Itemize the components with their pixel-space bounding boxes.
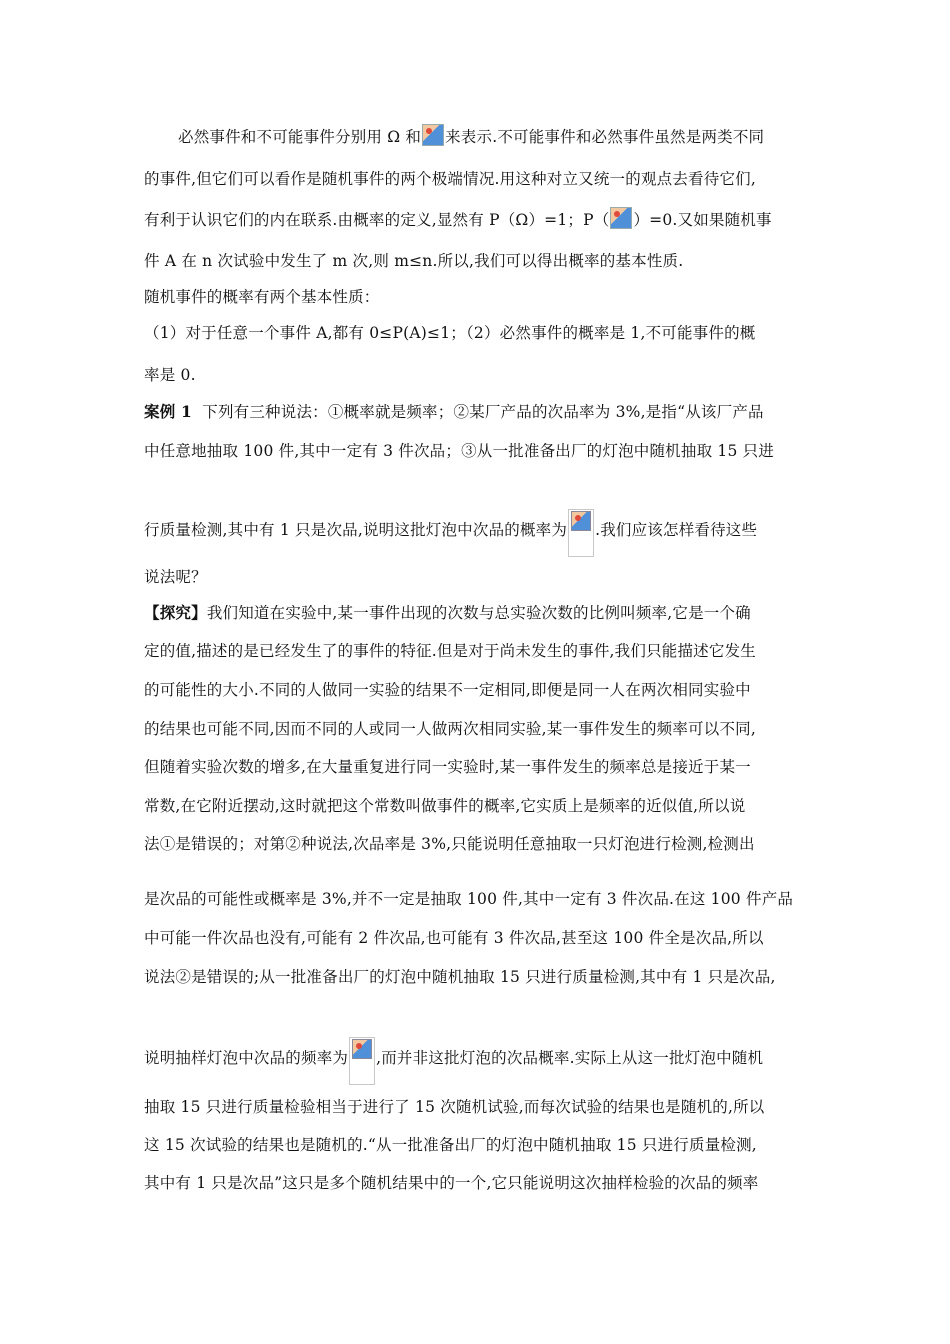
empty-set-image-icon (610, 207, 632, 229)
paragraph-line (144, 602, 814, 624)
paragraph-line (178, 124, 848, 148)
fraction-image-box (568, 509, 594, 557)
text-span: 下列有三种说法：①概率就是频率；②某厂产品的次品率为 3%,是指“从该厂产品 (202, 403, 764, 421)
paragraph-line: 中可能一件次品也没有,可能有 2 件次品,也可能有 3 件次品,甚至这 100 件全是次品,所以 (144, 929, 764, 947)
empty-set-image-icon (422, 124, 444, 146)
fraction-image-box (349, 1037, 375, 1085)
fraction-image-icon (571, 511, 591, 531)
paragraph-line: 常数,在它附近摆动,这时就把这个常数叫做事件的概率,它实质上是频率的近似值,所以说 (144, 797, 746, 815)
paragraph-line: 但随着实验次数的增多,在大量重复进行同一实验时,某一事件发生的频率总是接近于某一 (144, 758, 751, 776)
paragraph-line: 随机事件的概率有两个基本性质： (144, 288, 380, 306)
paragraph-line: （1）对于任意一个事件 A,都有 0≤P(A)≤1；（2）必然事件的概率是 1,不可能事件的概 (144, 324, 756, 342)
fraction-image-icon (352, 1039, 372, 1059)
paragraph-line: 说法②是错误的;从一批准备出厂的灯泡中随机抽取 15 只进行质量检测,其中有 1 只是次品, (144, 968, 776, 986)
paragraph-line (144, 207, 814, 231)
text-span: 来表示.不可能事件和必然事件虽然是两类不同 (445, 128, 765, 146)
explore-label: 【探究】 (144, 603, 207, 622)
paragraph-line: 率是 0. (144, 366, 196, 384)
case-label: 案例 1 (144, 402, 192, 421)
paragraph-line: 说法呢？ (144, 568, 207, 586)
text-span: ）=0.又如果随机事 (633, 211, 772, 229)
text-span: 必然事件和不可能事件分别用 Ω 和 (178, 128, 422, 146)
paragraph-line: 中任意地抽取 100 件,其中一定有 3 件次品；③从一批准备出厂的灯泡中随机抽取 15 只进 (144, 442, 775, 460)
paragraph-line: 抽取 15 只进行质量检验相当于进行了 15 次随机试验,而每次试验的结果也是随机的,所以 (144, 1098, 765, 1116)
paragraph-line: 这 15 次试验的结果也是随机的.“从一批准备出厂的灯泡中随机抽取 15 只进行质量检测, (144, 1136, 757, 1154)
paragraph-line: 是次品的可能性或概率是 3%,并不一定是抽取 100 件,其中一定有 3 件次品.在这 100 件产品 (144, 890, 794, 908)
paragraph-line: 法①是错误的；对第②种说法,次品率是 3%,只能说明任意抽取一只灯泡进行检测,检测出 (144, 835, 755, 853)
paragraph-line (144, 509, 814, 557)
text-span: .我们应该怎样看待这些 (595, 521, 758, 539)
text-span: 行质量检测,其中有 1 只是次品,说明这批灯泡中次品的概率为 (144, 521, 568, 539)
paragraph-line (144, 401, 814, 423)
paragraph-line: 的可能性的大小.不同的人做同一实验的结果不一定相同,即便是同一人在两次相同实验中 (144, 681, 751, 699)
text-span: 我们知道在实验中,某一事件出现的次数与总实验次数的比例叫频率,它是一个确 (206, 604, 751, 622)
text-span: ,而并非这批灯泡的次品概率.实际上从这一批灯泡中随机 (376, 1049, 764, 1067)
text-span: 有利于认识它们的内在联系.由概率的定义,显然有 P（Ω）=1；P（ (144, 211, 610, 229)
paragraph-line: 的结果也可能不同,因而不同的人或同一人做两次相同实验,某一事件发生的频率可以不同, (144, 720, 756, 738)
paragraph-line: 的事件,但它们可以看作是随机事件的两个极端情况.用这种对立又统一的观点去看待它们, (144, 170, 756, 188)
paragraph-line: 定的值,描述的是已经发生了的事件的特征.但是对于尚未发生的事件,我们只能描述它发生 (144, 642, 756, 660)
paragraph-line: 件 A 在 n 次试验中发生了 m 次,则 m≤n.所以,我们可以得出概率的基本性质. (144, 252, 684, 270)
text-span: 说明抽样灯泡中次品的频率为 (144, 1049, 349, 1067)
paragraph-line: 其中有 1 只是次品”这只是多个随机结果中的一个,它只能说明这次抽样检验的次品的频率 (144, 1174, 759, 1192)
paragraph-line (144, 1037, 814, 1085)
